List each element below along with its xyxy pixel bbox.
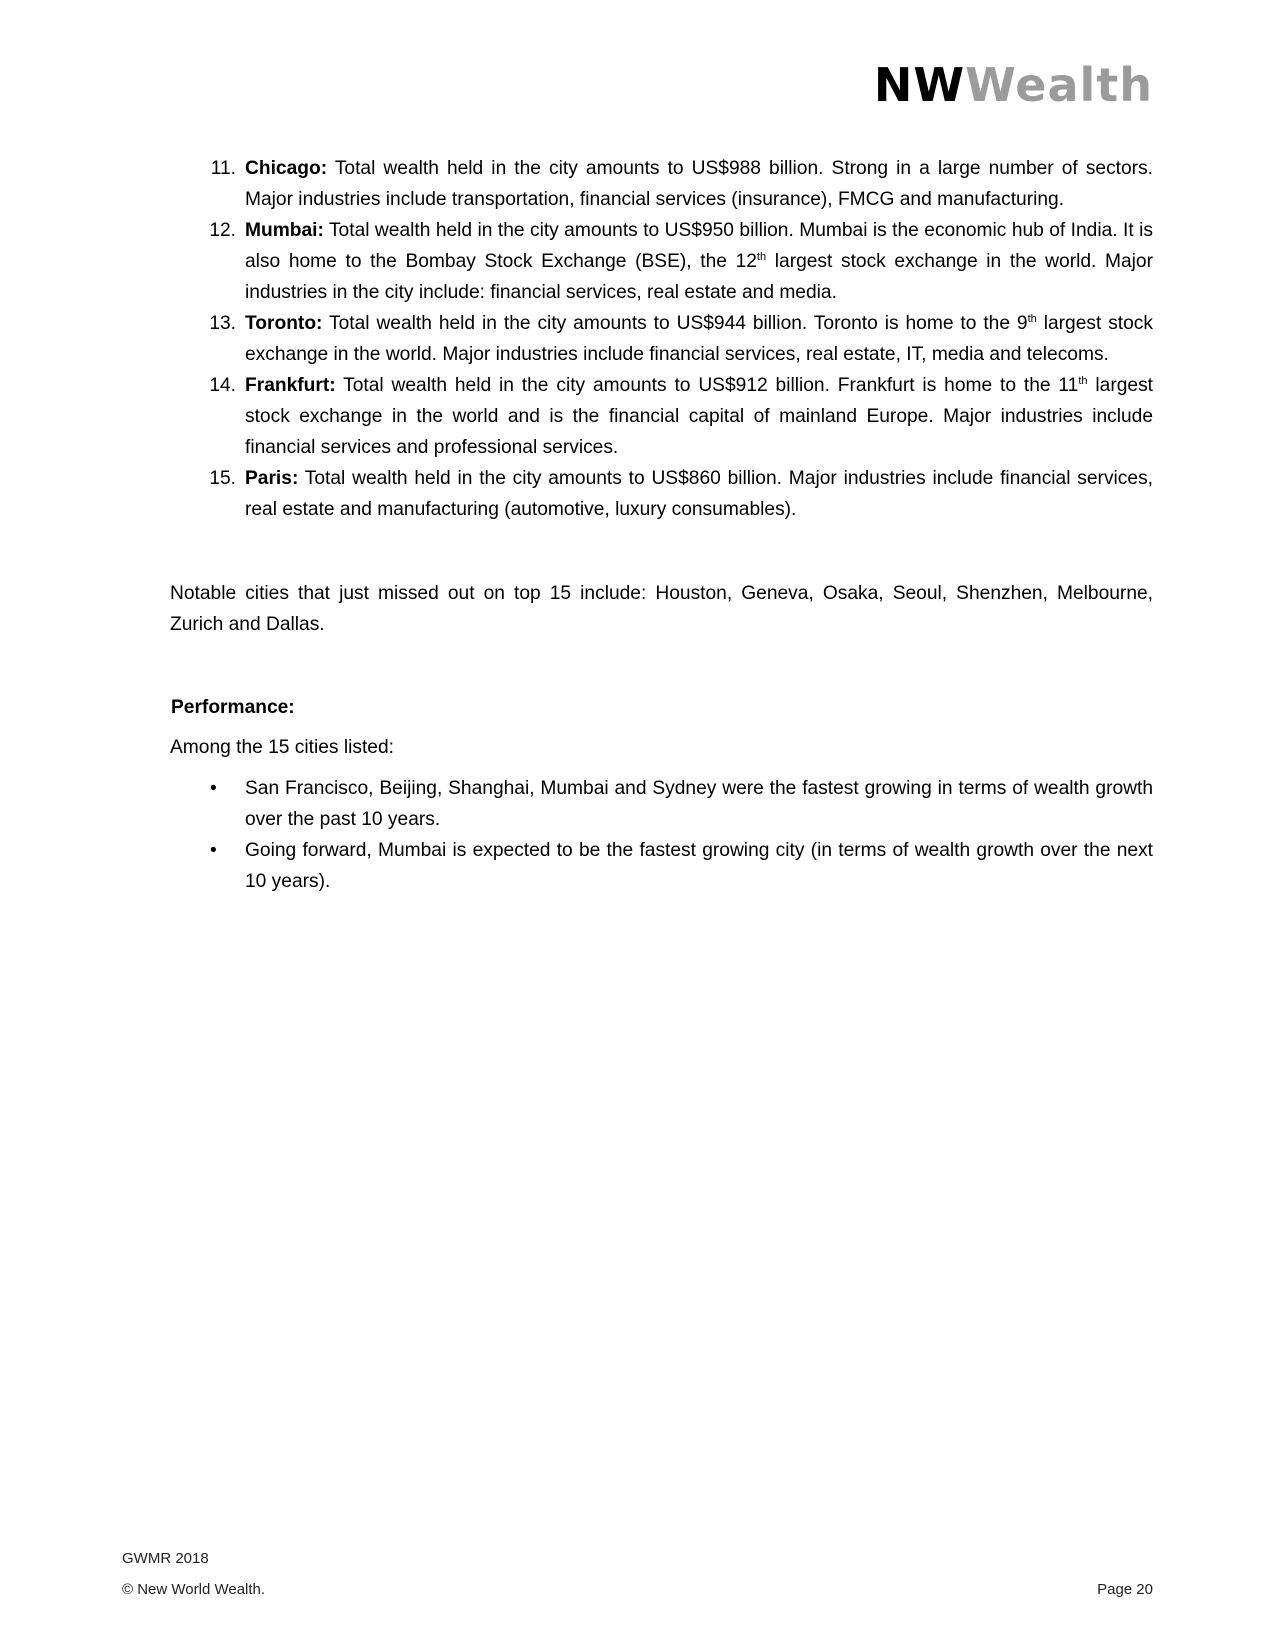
city-description-cont: largest stock exchange in the world. Major industries include financial services, real estate, IT, media and telecoms.: [245, 313, 1153, 365]
logo-wealth-text: Wealth: [965, 58, 1153, 112]
list-item-frankfurt: [170, 370, 1153, 463]
performance-intro: Among the 15 cities listed:: [170, 737, 394, 758]
city-name: Paris:: [245, 468, 299, 489]
city-name: Chicago:: [245, 158, 328, 179]
footer-document-label: GWMR 2018: [122, 1550, 209, 1567]
city-name: Mumbai:: [245, 220, 324, 241]
list-item-number: 14.: [209, 375, 236, 396]
ordinal-suffix: th: [756, 251, 767, 263]
notable-cities-paragraph: Notable cities that just missed out on top 15 include: Houston, Geneva, Osaka, Seoul, Shenzhen, Melbourne, Zurich and Dallas.: [170, 583, 1153, 635]
footer-copyright: © New World Wealth.: [122, 1581, 266, 1598]
bullet-icon: •: [210, 778, 217, 799]
bullet-icon: •: [210, 840, 217, 861]
bullet-item: [170, 773, 1153, 835]
ordinal-suffix: th: [1078, 375, 1088, 387]
city-description-cont: largest stock exchange in the world. Major industries in the city include: financial services, real estate and media.: [245, 251, 1153, 303]
logo-nw-text: NW: [873, 58, 966, 112]
ordinal-suffix: th: [1027, 313, 1037, 325]
list-item-paris: [170, 463, 1153, 525]
list-item-number: 13.: [209, 313, 236, 334]
list-item-chicago: [170, 153, 1153, 215]
main-content: [170, 153, 1153, 897]
performance-heading: Performance:: [171, 697, 295, 718]
footer-page-number: Page 20: [1097, 1581, 1153, 1598]
city-ranking-list: [170, 153, 1153, 525]
city-description: Total wealth held in the city amounts to US$988 billion. Strong in a large number of sectors. Major industries include transportation, financial services (insurance), FMCG and manufacturing.: [245, 158, 1153, 210]
performance-bullet-list: [170, 773, 1153, 897]
bullet-text: Going forward, Mumbai is expected to be the fastest growing city (in terms of wealth growth over the next 10 years).: [245, 840, 1153, 892]
bullet-text: San Francisco, Beijing, Shanghai, Mumbai and Sydney were the fastest growing in terms of wealth growth over the past 10 years.: [245, 778, 1153, 830]
city-description: Total wealth held in the city amounts to US$860 billion. Major industries include financial services, real estate and manufacturing (automotive, luxury consumables).: [245, 468, 1153, 520]
nwwealth-logo: [873, 58, 1153, 112]
city-description: Total wealth held in the city amounts to US$912 billion. Frankfurt is home to the 11: [335, 375, 1079, 396]
bullet-item: [170, 835, 1153, 897]
list-item-number: 15.: [209, 468, 236, 489]
city-description: Total wealth held in the city amounts to US$944 billion. Toronto is home to the 9: [322, 313, 1028, 334]
city-name: Toronto:: [245, 313, 323, 334]
city-description: Total wealth held in the city amounts to US$950 billion. Mumbai is the economic hub of India. It is also home to the Bombay Stock Exchange (BSE), the 12: [245, 220, 1153, 272]
list-item-number: 12.: [209, 220, 236, 241]
list-item-mumbai: [170, 215, 1153, 308]
city-description-cont: largest stock exchange in the world and is the financial capital of mainland Europe. Major industries include financial services and professional services.: [245, 375, 1154, 458]
list-item-number: 11.: [210, 158, 236, 179]
city-name: Frankfurt:: [245, 375, 336, 396]
list-item-toronto: [170, 308, 1153, 370]
